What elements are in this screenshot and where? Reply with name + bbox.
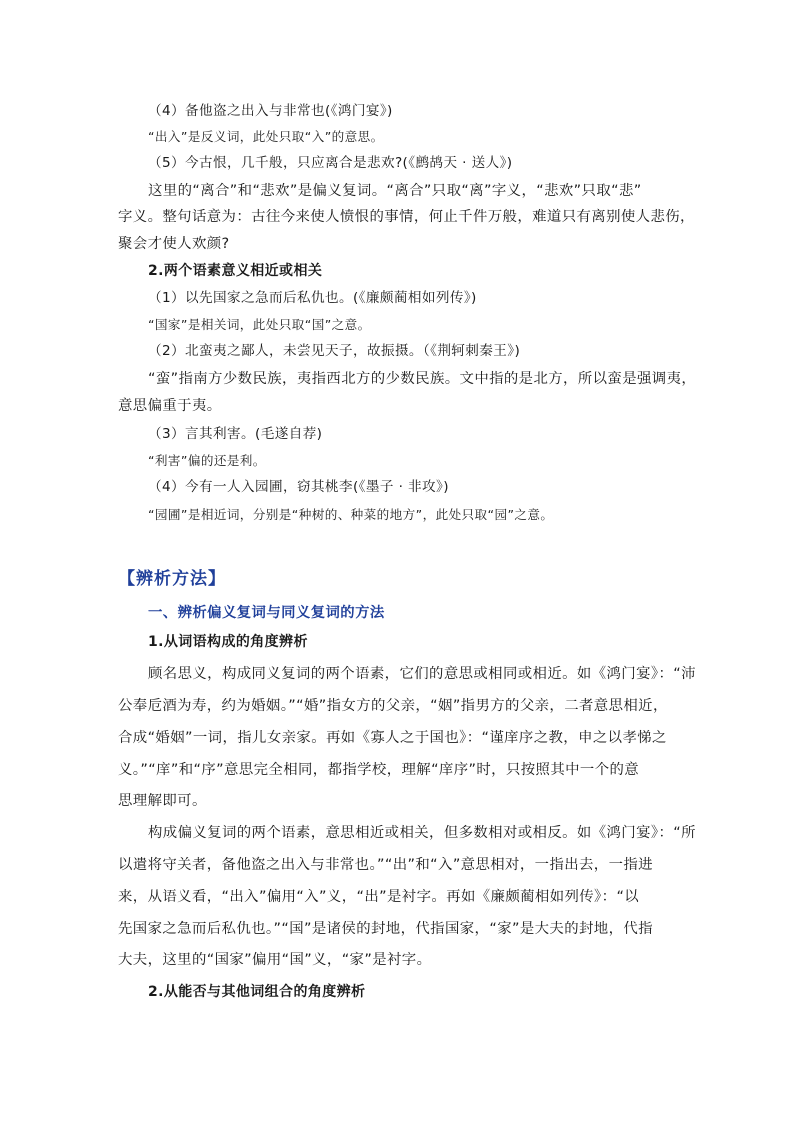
- para1-line2: 公奉卮酒为寿，约为婚姻。”“婚”指女方的父亲，“姻”指男方的父亲，二者意思相近，: [118, 698, 668, 714]
- para2-line5: 大夫，这里的“国家”偏用“国”义，“家”是衬字。: [118, 952, 432, 968]
- para1-line5: 思理解即可。: [118, 793, 207, 809]
- para2-line4: 先国家之急而后私仇也。”“国”是诸侯的封地，代指国家，“家”是大夫的封地，代指: [118, 921, 653, 937]
- section-title-method: 【辨析方法】: [118, 569, 226, 589]
- example-2-note-line1: “蛮”指南方少数民族，夷指西北方的少数民族。文中指的是北方，所以蛮是强调夷，: [148, 371, 697, 387]
- example-4-title: （4）备他盗之出入与非常也(《鸿门宴》): [148, 103, 393, 119]
- example-5-explain-line1: 这里的“离合”和“悲欢”是偏义复词。“离合”只取“离”字义，“悲欢”只取“悲”: [148, 183, 642, 199]
- para1-line1: 顾名思义，构成同义复词的两个语素，它们的意思或相同或相近。如《鸿门宴》：“沛: [148, 666, 696, 682]
- para2-line3: 来，从语义看，“出入”偏用“入”义，“出”是衬字。再如《廉颇蔺相如列传》：“以: [118, 889, 640, 905]
- example-5-explain-line3: 聚会才使人欢颜?: [118, 236, 230, 252]
- example-2-title: （2）北蛮夷之鄙人，未尝见天子，故振摄。（《荆轲刺秦王》): [148, 343, 521, 359]
- example-5-title: （5）今古恨，几千般，只应离合是悲欢?(《鹧鸪天 · 送人》): [148, 155, 513, 171]
- para1-line4: 义。”“庠”和“序”意思完全相同，都指学校，理解“庠序”时，只按照其中一个的意: [118, 762, 640, 778]
- example-3-title: （3）言其利害。(毛遂自荐): [148, 426, 323, 442]
- method-subheading-2: 2.从能否与其他词组合的角度辨析: [148, 984, 366, 1000]
- example-3-note: “利害”偏的还是利。: [148, 453, 266, 468]
- method-subheading-1: 1.从词语构成的角度辨析: [148, 634, 308, 650]
- subheading-related-morphemes: 2.两个语素意义相近或相关: [148, 263, 323, 279]
- para1-line3: 合成“婚姻”一词，指儿女亲家。再如《寡人之于国也》：“谨庠序之教，申之以孝悌之: [118, 730, 667, 746]
- example-5-explain-line2: 字义。整句话意为：古往今来使人愤恨的事情，何止千件万般，难道只有离别使人悲伤，: [118, 209, 695, 225]
- example-1-note: “国家”是相关词，此处只取“国”之意。: [148, 317, 371, 332]
- example-1-title: （1）以先国家之急而后私仇也。(《廉颇蔺相如列传》): [148, 290, 477, 306]
- example-4b-note: “园圃”是相近词，分别是“种树的、种菜的地方”，此处只取“园”之意。: [148, 507, 554, 522]
- example-4-note: “出入”是反义词，此处只取“入”的意思。: [148, 129, 384, 144]
- para2-line2: 以遣将守关者，备他盗之出入与非常也。”“出”和“入”意思相对，一指出去，一指进: [118, 857, 653, 873]
- example-4b-title: （4）今有一人入园圃，窃其桃李(《墨子 · 非攻》): [148, 479, 449, 495]
- para2-line1: 构成偏义复词的两个语素，意思相近或相关，但多数相对或相反。如《鸿门宴》：“所: [148, 825, 696, 841]
- example-2-note-line2: 意思偏重于夷。: [118, 398, 222, 414]
- method-heading-1: 一、辨析偏义复词与同义复词的方法: [148, 605, 385, 621]
